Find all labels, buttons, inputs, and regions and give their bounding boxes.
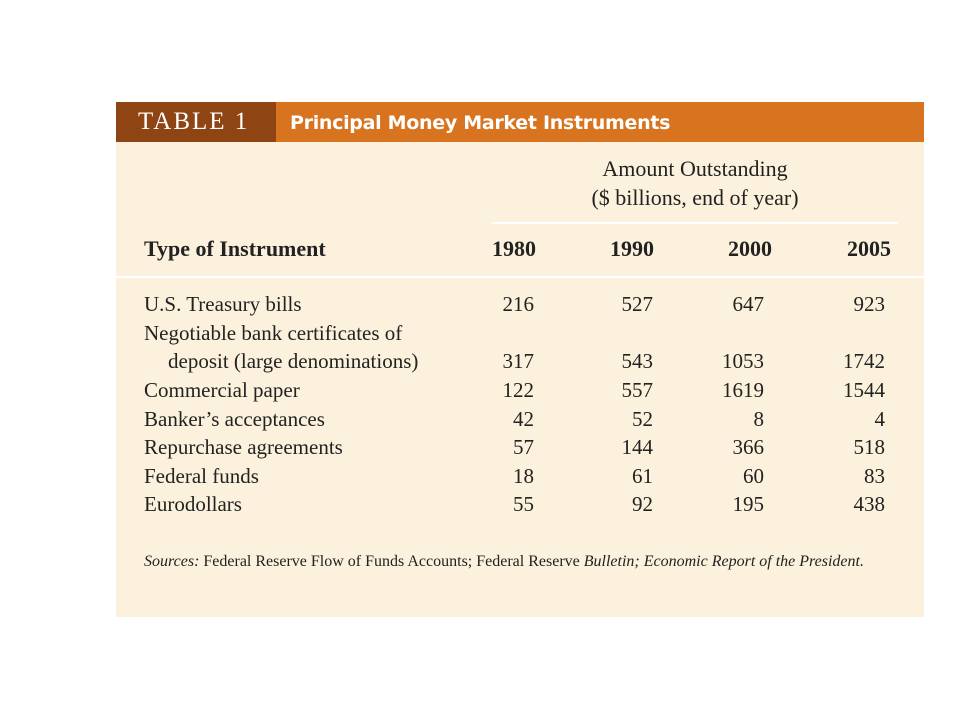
- table-cell: 122: [502, 378, 534, 402]
- sources-economic-report: Economic Report of the President.: [639, 553, 864, 570]
- column-header-1990: 1990: [610, 236, 654, 261]
- table-panel: [116, 102, 924, 617]
- table-cell: 647: [732, 292, 764, 316]
- row-label-repurchase-agreements: Repurchase agreements: [144, 435, 343, 459]
- table-cell: 543: [621, 349, 653, 373]
- table-title: Principal Money Market Instruments: [290, 112, 671, 134]
- row-label-bankers-acceptances: Banker’s acceptances: [144, 407, 325, 431]
- table-cell: 1742: [843, 349, 885, 373]
- sources-bulletin: Bulletin;: [583, 553, 640, 570]
- column-header-instrument: Type of Instrument: [144, 236, 326, 261]
- sources-text: Federal Reserve Flow of Funds Accounts; Federal Reserve: [199, 553, 584, 570]
- table-cell: 42: [513, 407, 534, 431]
- group-heading-line1: Amount Outstanding: [602, 156, 788, 181]
- table-cell: 52: [632, 407, 653, 431]
- sources-note: [144, 551, 864, 573]
- row-label-certificates-line2: deposit (large denominations): [168, 349, 419, 373]
- row-label-commercial-paper: Commercial paper: [144, 378, 300, 402]
- table-cell: 195: [732, 492, 764, 516]
- table-cell: 55: [513, 492, 534, 516]
- group-heading-line2: ($ billions, end of year): [591, 185, 799, 210]
- header-rule: [116, 276, 924, 278]
- table-cell: 83: [864, 464, 885, 488]
- table-cell: 61: [632, 464, 653, 488]
- column-header-2005: 2005: [847, 236, 891, 261]
- table-cell: 18: [513, 464, 534, 488]
- amount-outstanding-heading: [492, 154, 898, 212]
- table-cell: 317: [502, 349, 534, 373]
- table-cell: 216: [502, 292, 534, 316]
- table-cell: 527: [621, 292, 653, 316]
- table-cell: 557: [621, 378, 653, 402]
- table-cell: 923: [853, 292, 885, 316]
- table-cell: 1619: [722, 378, 764, 402]
- table-cell: 1544: [843, 378, 885, 402]
- row-label-certificates-line1: Negotiable bank certificates of: [144, 321, 403, 345]
- row-label-eurodollars: Eurodollars: [144, 492, 242, 516]
- table-number-label: TABLE 1: [116, 102, 276, 142]
- sources-label: Sources:: [144, 553, 200, 570]
- row-label-federal-funds: Federal funds: [144, 464, 259, 488]
- table-cell: 60: [743, 464, 764, 488]
- table-cell: 144: [621, 435, 653, 459]
- table-cell: 366: [732, 435, 764, 459]
- table-header-bar: [116, 102, 924, 142]
- column-header-1980: 1980: [492, 236, 536, 261]
- table-cell: 92: [632, 492, 653, 516]
- table-cell: 8: [753, 407, 764, 431]
- table-cell: 4: [874, 407, 885, 431]
- row-label-treasury-bills: U.S. Treasury bills: [144, 292, 302, 316]
- table-cell: 438: [853, 492, 885, 516]
- column-header-2000: 2000: [728, 236, 772, 261]
- table-cell: 518: [853, 435, 885, 459]
- table-cell: 1053: [722, 349, 764, 373]
- group-heading-rule: [492, 222, 898, 224]
- table-cell: 57: [513, 435, 534, 459]
